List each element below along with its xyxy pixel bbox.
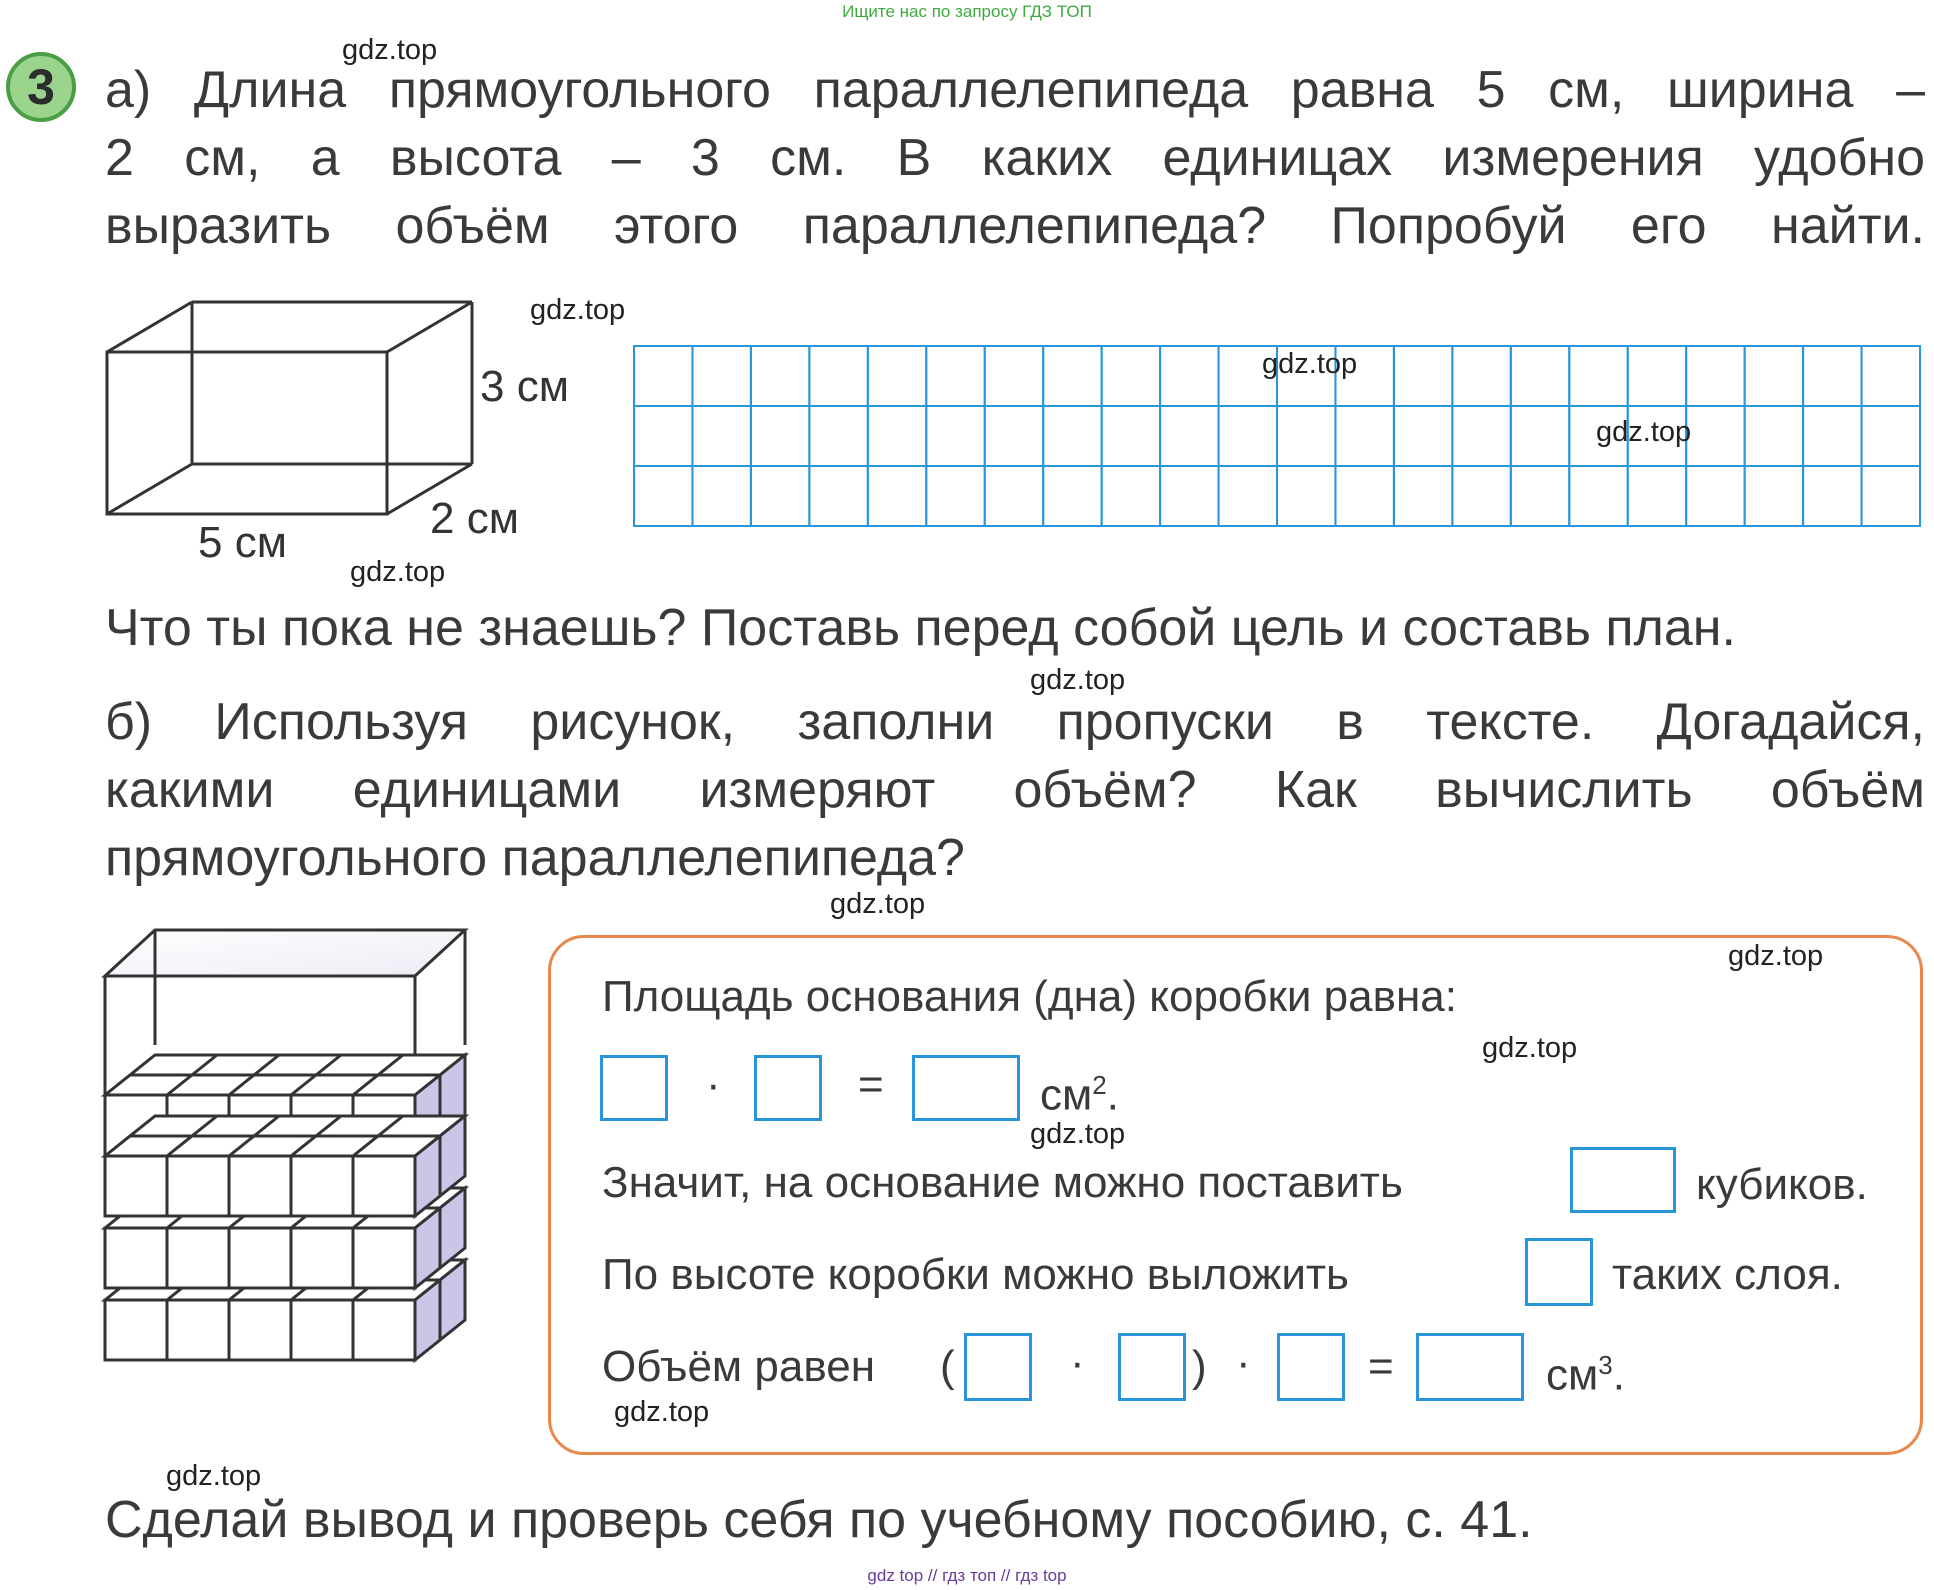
multiply-dot-2: · <box>1070 1338 1085 1387</box>
grid-cell <box>1803 406 1861 466</box>
grid-cell <box>1102 406 1160 466</box>
grid-cell <box>1745 346 1803 406</box>
grid-cell <box>809 466 867 526</box>
watermark: gdz.top <box>166 1460 262 1492</box>
grid-cell <box>1745 406 1803 466</box>
grid-cell <box>1043 466 1101 526</box>
equals-sign: = <box>858 1060 884 1109</box>
part-a-line-1: а) Длина прямоугольного параллелепипеда равна 5 см, ширина – <box>105 61 1925 119</box>
volume-factor-3-input[interactable] <box>1277 1333 1345 1401</box>
grid-cell <box>1277 406 1335 466</box>
grid-cell <box>1569 346 1627 406</box>
grid-cell <box>926 466 984 526</box>
grid-cell <box>868 406 926 466</box>
unit-cubic-cm: $см^3$. <box>1546 1350 1625 1400</box>
equals-sign-2: = <box>1368 1342 1394 1391</box>
grid-cell <box>1452 406 1510 466</box>
grid-cell <box>634 466 692 526</box>
grid-cell <box>1511 466 1569 526</box>
grid-cell <box>926 406 984 466</box>
grid-cell <box>1862 406 1920 466</box>
multiply-dot-3: · <box>1236 1338 1251 1387</box>
grid-cell <box>634 406 692 466</box>
cube-front <box>353 1156 415 1216</box>
cube-front <box>229 1228 291 1288</box>
grid-cell <box>1160 466 1218 526</box>
volume-factor-2-input[interactable] <box>1118 1333 1186 1401</box>
watermark: gdz.top <box>830 888 926 920</box>
grid-cell <box>1452 346 1510 406</box>
grid-cell <box>1219 466 1277 526</box>
grid-cell <box>1686 466 1744 526</box>
base-width-input[interactable] <box>754 1055 822 1121</box>
cube-front <box>353 1300 415 1360</box>
layers-count-input[interactable] <box>1525 1238 1593 1306</box>
header-note: Ищите нас по запросу ГДЗ ТОП <box>842 2 1092 21</box>
base-length-input[interactable] <box>600 1055 668 1121</box>
grid-cell <box>809 346 867 406</box>
watermark: gdz.top <box>1262 348 1358 380</box>
grid-cell <box>1102 346 1160 406</box>
grid-cell <box>1160 406 1218 466</box>
grid-cell <box>1394 406 1452 466</box>
cube-front <box>167 1228 229 1288</box>
grid-cell <box>1219 406 1277 466</box>
height-label: 3 см <box>480 362 569 411</box>
question-line: Что ты пока не знаешь? Поставь перед собой цель и составь план. <box>105 599 1736 657</box>
grid-cell <box>809 406 867 466</box>
grid-cell <box>751 346 809 406</box>
grid-cell <box>1628 466 1686 526</box>
grid-cell <box>1102 466 1160 526</box>
grid-cell <box>1511 346 1569 406</box>
grid-cell <box>751 466 809 526</box>
conclusion-line: Сделай вывод и проверь себя по учебному пособию, с. 41. <box>105 1491 1533 1549</box>
grid-cell <box>1686 406 1744 466</box>
part-b-line-2: какими единицами измеряют объём? Как вычислить объём <box>105 761 1925 819</box>
volume-factor-1-input[interactable] <box>964 1333 1032 1401</box>
cube-front <box>291 1156 353 1216</box>
grid-cell <box>1394 466 1452 526</box>
length-label: 5 см <box>198 518 287 567</box>
grid-cell <box>1628 346 1686 406</box>
cube-front <box>167 1156 229 1216</box>
card-line-1: Площадь основания (дна) коробки равна: <box>602 972 1457 1021</box>
watermark: gdz.top <box>342 34 438 66</box>
card-line-3-text: Значит, на основание можно поставить <box>602 1158 1403 1207</box>
watermark: gdz.top <box>1482 1032 1578 1064</box>
grid-cell <box>985 346 1043 406</box>
grid-cell <box>868 346 926 406</box>
grid-cell <box>751 406 809 466</box>
grid-cell <box>1043 346 1101 406</box>
cube-front <box>353 1228 415 1288</box>
grid-cell <box>926 346 984 406</box>
watermark: gdz.top <box>1030 1118 1126 1150</box>
grid-cell <box>692 466 750 526</box>
watermark: gdz.top <box>614 1396 710 1428</box>
grid-cell <box>1160 346 1218 406</box>
footer-note: gdz top // гдз топ // гдз top <box>867 1566 1067 1585</box>
grid-cell <box>1569 466 1627 526</box>
grid-cell <box>1686 346 1744 406</box>
grid-cell <box>692 346 750 406</box>
cube-front <box>105 1300 167 1360</box>
grid-cell <box>1452 466 1510 526</box>
grid-cell <box>1862 346 1920 406</box>
card-line-3-tail: кубиков. <box>1696 1160 1868 1209</box>
watermark: gdz.top <box>350 556 446 588</box>
card-line-4-tail: таких слоя. <box>1612 1250 1843 1299</box>
grid-cell <box>634 346 692 406</box>
grid-cell <box>692 406 750 466</box>
cubes-count-input[interactable] <box>1570 1147 1676 1213</box>
grid-cell <box>985 406 1043 466</box>
cube-front <box>291 1228 353 1288</box>
watermark: gdz.top <box>1728 940 1824 972</box>
grid-cell <box>1394 346 1452 406</box>
cube-front <box>229 1156 291 1216</box>
unit-square-cm: $см^2$. <box>1040 1070 1119 1120</box>
grid-cell <box>1335 406 1393 466</box>
watermark: gdz.top <box>1030 664 1126 696</box>
volume-result-input[interactable] <box>1416 1333 1524 1401</box>
watermark: gdz.top <box>530 294 626 326</box>
cube-front <box>167 1300 229 1360</box>
cube-front <box>105 1156 167 1216</box>
grid-cell <box>1335 466 1393 526</box>
grid-cell <box>1745 466 1803 526</box>
part-b-line-3: прямоугольного параллелепипеда? <box>105 829 965 887</box>
task-number-badge: 3 <box>6 52 76 122</box>
grid-cell <box>868 466 926 526</box>
width-label: 2 см <box>430 494 519 543</box>
card-line-5-text: Объём равен <box>602 1342 876 1391</box>
open-paren: ( <box>940 1342 955 1391</box>
grid-cell <box>1803 346 1861 406</box>
grid-cell <box>1043 406 1101 466</box>
base-area-input[interactable] <box>912 1055 1020 1121</box>
box-with-cubes-figure <box>95 920 495 1460</box>
grid-cell <box>1862 466 1920 526</box>
grid-cell <box>1511 406 1569 466</box>
grid-cell <box>985 466 1043 526</box>
card-line-4-text: По высоте коробки можно выложить <box>602 1250 1349 1299</box>
part-a-line-3: выразить объём этого параллелепипеда? Попробуй его найти. <box>105 197 1925 255</box>
close-paren: ) <box>1192 1342 1207 1391</box>
cube-front <box>229 1300 291 1360</box>
watermark: gdz.top <box>1596 416 1692 448</box>
cube-front <box>105 1228 167 1288</box>
part-a-line-2: 2 см, а высота – 3 см. В каких единицах измерения удобно <box>105 129 1925 187</box>
multiply-dot: · <box>706 1060 721 1109</box>
cube-front <box>291 1300 353 1360</box>
part-b-line-1: б) Используя рисунок, заполни пропуски в тексте. Догадайся, <box>105 693 1925 751</box>
grid-cell <box>1803 466 1861 526</box>
grid-cell <box>1277 466 1335 526</box>
